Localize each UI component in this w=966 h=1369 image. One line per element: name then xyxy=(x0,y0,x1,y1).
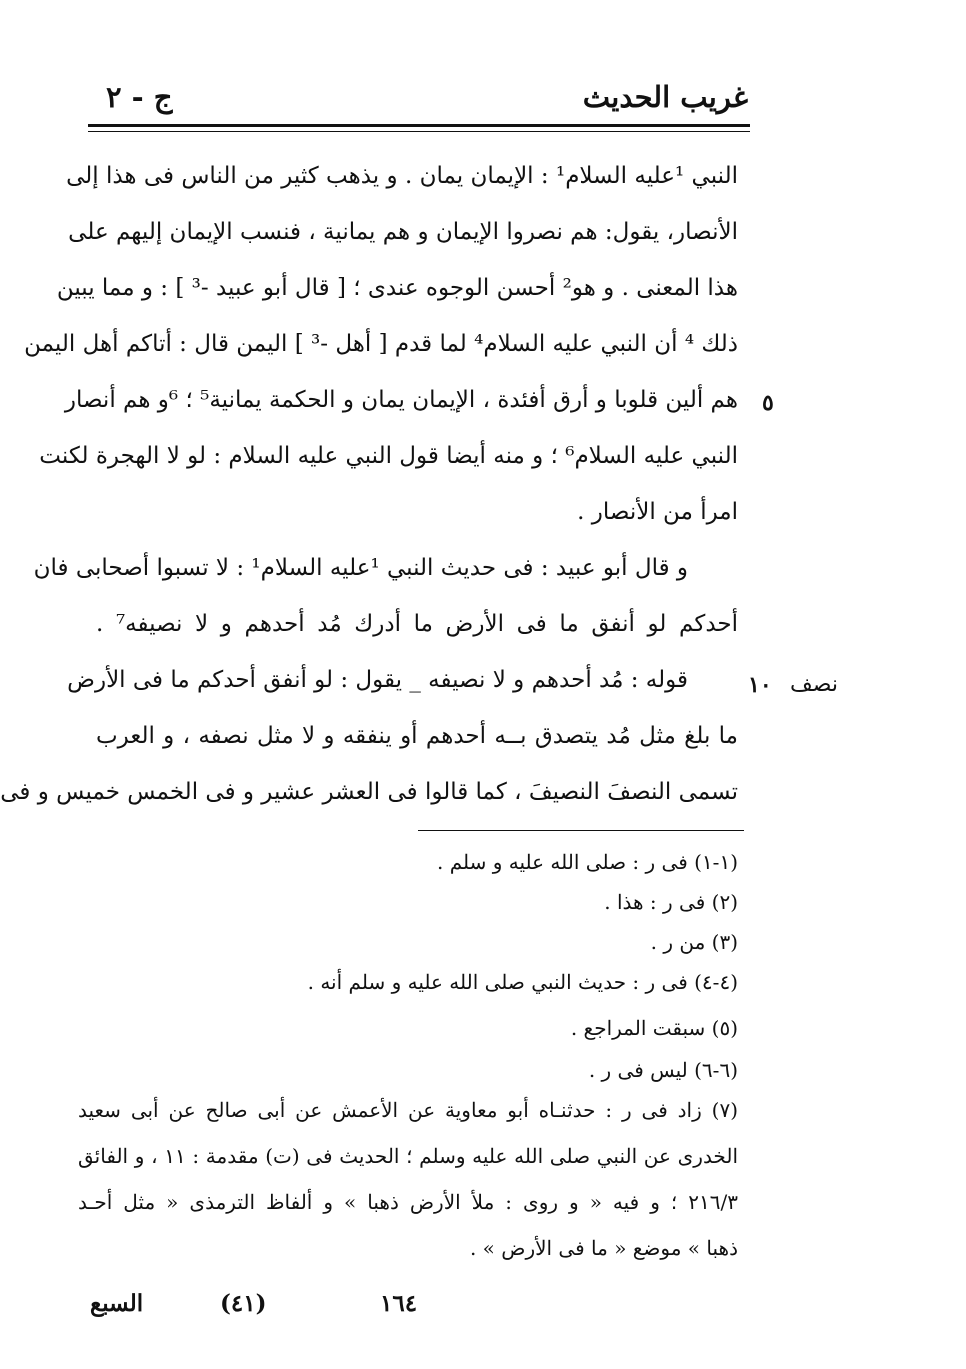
signature-mark: (٤١) xyxy=(220,1290,267,1317)
text-line: الأنصار، يقول: هم نصروا الإيمان و هم يمانية ، فنسب الإيمان إليهم على xyxy=(68,219,738,245)
header-rule xyxy=(88,124,750,127)
footnote: الخدرى عن النبي صلى الله عليه وسلم ؛ الحديث فى (ت) مقدمة : ١١ ، و الفائق xyxy=(78,1144,738,1168)
text-line: أحدكم لو أنفق ما فى الأرض ما أدرك مُد أحدهم و لا نصيفه⁷ . xyxy=(96,611,738,637)
header-rule-thin xyxy=(88,131,750,132)
footnote: (٢) فى ر : هذا . xyxy=(604,890,738,914)
page-number: ١٦٤ xyxy=(380,1290,418,1317)
footnote: (١-١) فى ر : صلى الله عليه و سلم . xyxy=(436,850,738,874)
footnote: (٦-٦) ليس فى ر . xyxy=(588,1058,738,1082)
running-head-volume: ج - ٢ xyxy=(106,80,173,114)
footnote: ذهبا » موضع « ما فى الأرض » . xyxy=(469,1236,738,1260)
text-line: و قال أبو عبيد : فى حديث النبي ¹عليه السلام¹ : لا تسبوا أصحابى فان xyxy=(33,555,688,581)
footnote: (٣) من ر . xyxy=(650,930,738,954)
footnote: (٧) زاد فى ر : حدثنـاه أبو معاوية عن الأعمش عن أبى صالح عن أبى سعيد xyxy=(78,1098,738,1122)
text-line: تسمى النصفَ النصيفَ ، كما قالوا فى العشر عشير و فى الخمس خميس و فى xyxy=(0,779,738,805)
margin-line-number: ١٠ xyxy=(748,672,772,698)
text-line: هذا المعنى . و هو² أحسن الوجوه عندى ؛ [ قال أبو عبيد -³ ] : و مما يبين xyxy=(56,275,738,301)
footnote: (٥) سبقت المراجع . xyxy=(570,1016,738,1040)
footnote: ٢١٦/٣ ؛ و فيه « و روى : ملأ الأرض ذهبا » و ألفاظ الترمذى « مثل أحـد xyxy=(78,1190,738,1214)
text-line: قوله : مُد أحدهم و لا نصيفه _ يقول : لو أنفق أحدكم ما فى الأرض xyxy=(67,667,688,693)
text-line: ذلك ⁴ أن النبي عليه السلام⁴ لما قدم [ أهل -³ ] اليمن قال : أتاكم أهل اليمن xyxy=(24,331,738,357)
footnote-rule xyxy=(418,830,744,831)
text-line: امرأ من الأنصار . xyxy=(577,499,738,525)
catchword: السبع xyxy=(90,1290,144,1317)
text-line: النبي ¹عليه السلام¹ : الإيمان يمان . و يذهب كثير من الناس فى هذا إلى xyxy=(66,163,738,189)
running-head-title: غريب الحديث xyxy=(582,80,748,114)
text-line: هم ألين قلوبا و أرق أفئدة ، الإيمان يمان و الحكمة يمانية⁵ ؛ ⁶و هم أنصار xyxy=(64,387,738,413)
margin-keyword: نصف xyxy=(790,672,838,697)
text-line: النبي عليه السلام⁶ ؛ و منه أيضا قول النبي عليه السلام : لو لا الهجرة لكنت xyxy=(39,443,738,469)
text-line: ما بلغ مثل مُد يتصدق بــه أحدهم أو ينفقه و لا مثل نصفه ، و العرب xyxy=(96,723,738,749)
margin-line-number: ٥ xyxy=(762,390,774,416)
footnote: (٤-٤) فى ر : حديث النبي صلى الله عليه و سلم أنه . xyxy=(307,970,738,994)
